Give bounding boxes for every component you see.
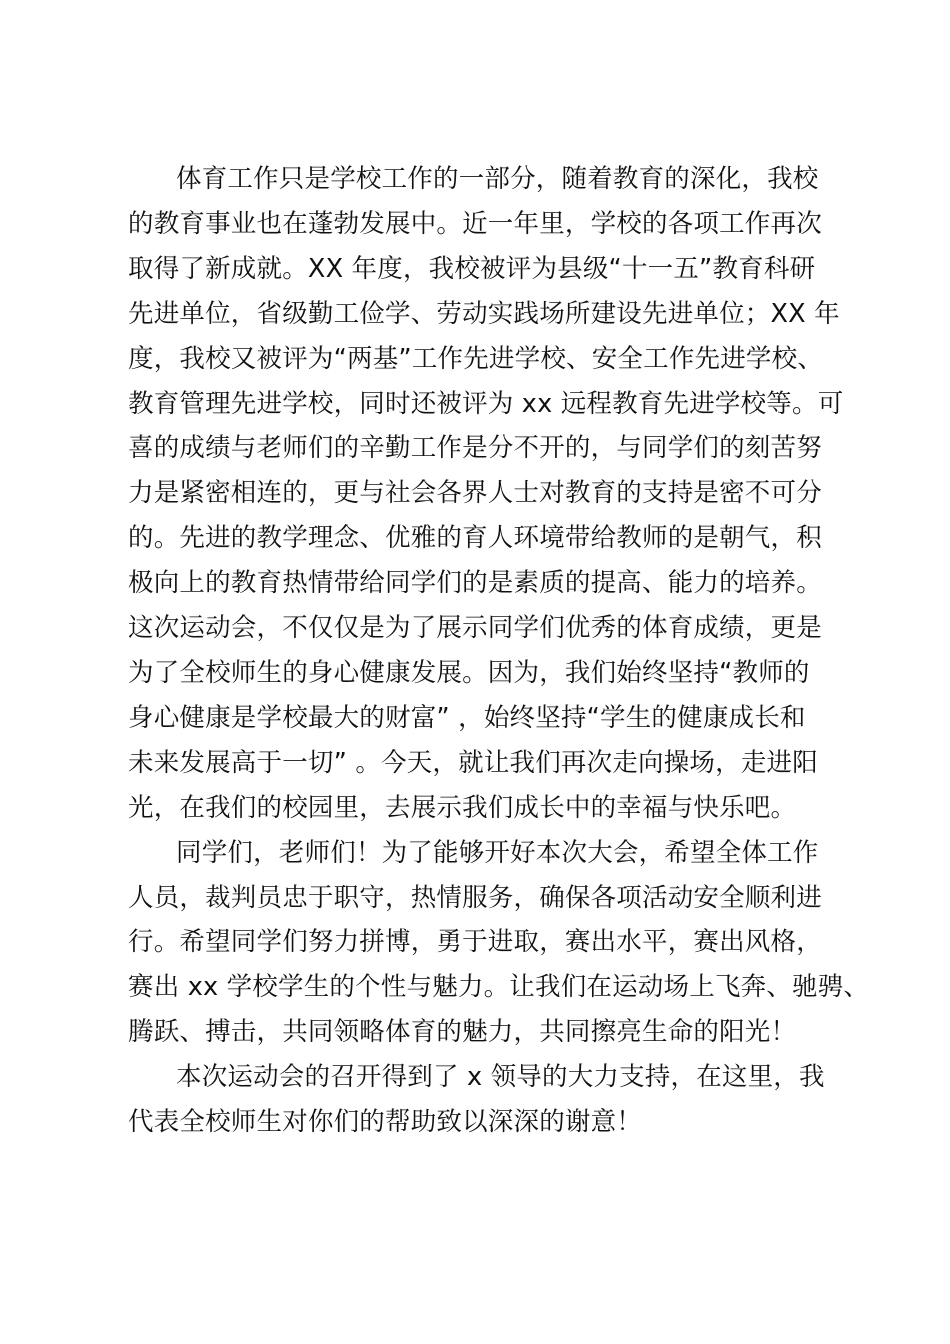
text-line: 同学们，老师们！为了能够开好本次大会，希望全体工作 [176,837,819,868]
text-line: 教育管理先进学校，同时还被评为 xx 远程教育先进学校等。可 [128,388,844,419]
text-line: 这次运动会，不仅仅是为了展示同学们优秀的体育成绩，更是 [128,613,822,644]
text-line: 取得了新成就。XX 年度，我校被评为县级“十一五”教育科研 [128,253,816,284]
text-line: 的。先进的教学理念、优雅的育人环境带给教师的是朝气，积 [128,523,822,554]
paragraph-1 [128,157,844,831]
text-line: 赛出 xx 学校学生的个性与魅力。让我们在运动场上飞奔、驰骋、 [128,972,870,1003]
text-line: 人员，裁判员忠于职守，热情服务，确保各项活动安全顺利进 [128,882,822,913]
text-line: 为了全校师生的身心健康发展。因为，我们始终坚持“教师的 [128,657,810,688]
paragraph-2 [128,831,870,1056]
text-line: 力是紧密相连的，更与社会各界人士对教育的支持是密不可分 [128,478,822,509]
text-line: 度，我校又被评为“两基”工作先进学校、安全工作先进学校、 [128,343,824,374]
text-line: 本次运动会的召开得到了 x 领导的大力支持，在这里，我 [176,1062,825,1093]
text-line: 身心健康是学校最大的财富” ，始终坚持“学生的健康成长和 [128,702,806,733]
text-line: 喜的成绩与老师们的辛勤工作是分不开的，与同学们的刻苦努 [128,433,822,464]
text-line: 光，在我们的校园里，去展示我们成长中的幸福与快乐吧。 [128,792,797,823]
paragraph-3 [128,1055,838,1145]
document-body [128,157,870,1145]
text-line: 先进单位，省级勤工俭学、劳动实践场所建设先进单位；XX 年 [128,298,840,329]
text-line: 代表全校师生对你们的帮助致以深深的谢意！ [128,1107,643,1138]
text-line: 极向上的教育热情带给同学们的是素质的提高、能力的培养。 [128,568,822,599]
text-line: 行。希望同学们努力拼博，勇于进取，赛出水平，赛出风格， [128,927,822,958]
text-line: 腾跃、搏击，共同领略体育的魅力，共同擦亮生命的阳光！ [128,1017,797,1048]
text-line: 体育工作只是学校工作的一部分，随着教育的深化，我校 [176,164,819,194]
text-line: 未来发展高于一切” 。今天，就让我们再次走向操场，走进阳 [128,747,818,778]
text-line: 的教育事业也在蓬勃发展中。近一年里，学校的各项工作再次 [128,208,822,239]
